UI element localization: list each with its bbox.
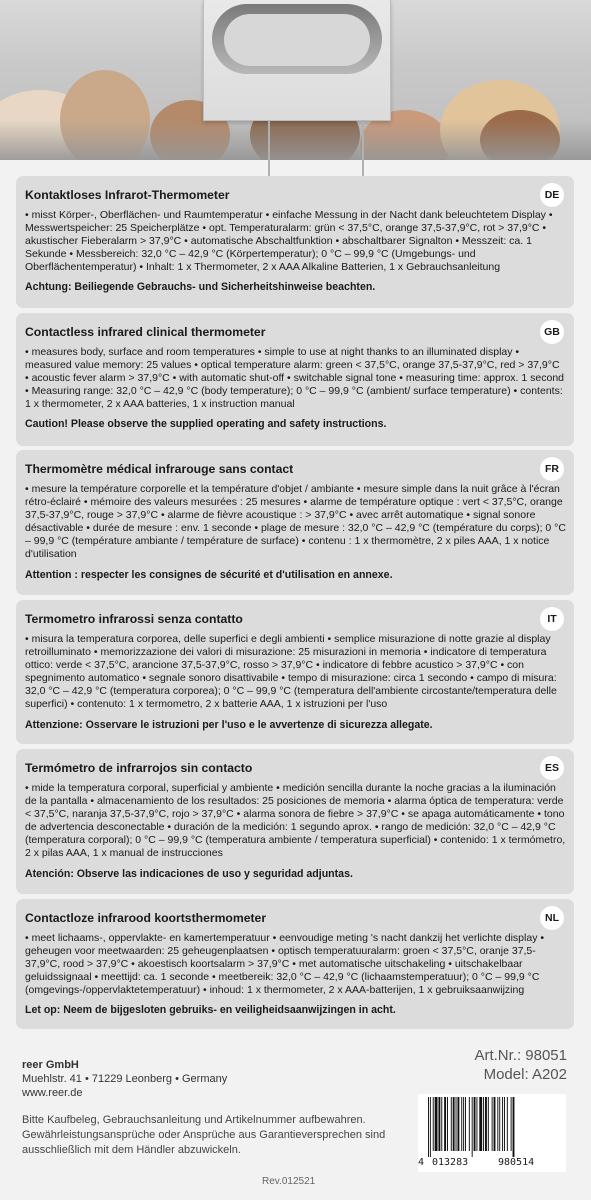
section-title: Kontaktloses Infrarot-Thermometer bbox=[25, 188, 230, 202]
section-title: Thermomètre médical infrarouge sans contact bbox=[25, 462, 294, 476]
barcode-bar bbox=[511, 1097, 512, 1151]
article-number: Art.Nr.: 98051 bbox=[474, 1047, 567, 1064]
section-caution: Atención: Observe las indicaciones de uso y seguridad adjuntas. bbox=[25, 867, 353, 880]
language-badge-gb: GB bbox=[540, 320, 564, 344]
language-badge-it: IT bbox=[540, 607, 564, 631]
section-caution: Attention : respecter les consignes de sécurité et d'utilisation en annexe. bbox=[25, 568, 393, 581]
section-body: • misura la temperatura corporea, delle superfici e degli ambienti • semplice misurazione di notte grazie al display retroilluminato • memorizzazione dei valori di misurazione: 25 misurazioni in memoria • indicatore di temperatura ottico: verde < 37,5°C, arancione 37,5-37,9°C, rosso > 37,9°C • indicatore di febbre acustico > 37,9°C • con spegnimento automatico • segnale sonoro disattivabile • tempo di misurazione: circa 1 secondo • campo di misura: 32,0 °C – 42,9 °C (temperatura corporea); 0 °C – 99,9 °C (temperatura dell'ambiente circostante/temperatura delle superfici) • contenuto: 1 x termometro, 2 x batterie AAA, 1 x istruzioni per l'uso bbox=[25, 633, 557, 711]
barcode-bar bbox=[504, 1097, 505, 1151]
section-body: • meet lichaams-, oppervlakte- en kamertemperatuur • eenvoudige meting 's nacht dankzij het verlichte display • geheugen voor meetwaarden: 25 geheugenplaatsen • optisch temperatuuralarm: groen < 37,5°C, oranje 37,5-37,9°C, rood > 37,9°C • akoestisch koortsalarm > 37,9°C • met automatische uitschakeling • uitschakelbaar geluidssignaal • meettijd: ca. 1 seconde • meetbereik: 32,0 °C – 42,9 °C (lichaamstemperatuur); 0 °C – 99,9 °C (omgevings-/oppervlaktetemperatuur) • inhoud: 1 x thermometer, 2 x AAA-batterijen, 1 x gebruiksaanwijzing bbox=[25, 932, 545, 997]
language-badge-es: ES bbox=[540, 756, 564, 780]
barcode-bars bbox=[426, 1097, 558, 1157]
barcode-bar bbox=[479, 1097, 482, 1151]
section-de bbox=[16, 176, 574, 308]
barcode-bar bbox=[444, 1097, 446, 1151]
barcode-bar bbox=[483, 1097, 484, 1151]
barcode-bar bbox=[469, 1097, 470, 1151]
barcode-bar bbox=[513, 1097, 515, 1157]
section-caution: Achtung: Beiliegende Gebrauchs- und Sicherheitshinweise beachten. bbox=[25, 281, 376, 294]
barcode-bar bbox=[476, 1097, 477, 1151]
barcode-bar bbox=[457, 1097, 459, 1151]
section-body: • mesure la température corporelle et la température d'objet / ambiante • mesure simple dans la nuit grâce à l'écran rétro-éclairé • mémoire des valeurs mesurées : 25 mesures • alarme de température optique : vert < 37,5°C, orange 37,5-37,9°C, rouge > 37,9°C • alarme de fièvre acoustique : > 37,9°C • avec arrêt automatique • signal sonore désactivable • durée de mesure : env. 1 seconde • plage de mesure : 32,0 °C – 42,9 °C (température du corps); 0 °C – 99,9 °C (température ambiante / température de surface) • contenu : 1 x thermomètre, 2 x piles AAA, 1 x notice d'utilisation bbox=[25, 483, 566, 561]
barcode-bar bbox=[465, 1097, 466, 1151]
barcode-digits-left: 013283 bbox=[432, 1157, 469, 1168]
barcode-bar bbox=[435, 1097, 438, 1151]
section-caution: Attenzione: Osservare le istruzioni per l'uso e le avvertenze di sicurezza allegate. bbox=[25, 718, 433, 731]
barcode-digits bbox=[418, 1157, 566, 1171]
barcode-bar bbox=[485, 1097, 487, 1151]
revision-code: Rev.012521 bbox=[262, 1176, 316, 1187]
section-body: • misst Körper-, Oberflächen- und Raumtemperatur • einfache Messung in der Nacht dank beleuchtetem Display • Messwertspeicher: 25 Speicherplätze • opt. Temperaturalarm: grün < 37,5°C, orange 37,5-37,9°C, rot > 37,9°C • akustischer Fieberalarm > 37,9°C • automatische Abschaltfunktion • abschaltbarer Signalton • Messzeit: ca. 1 Sekunde • Messbereich: 32,0 °C – 42,9 °C (Körpertemperatur); 0 °C – 99,9 °C (Umgebungs- und Oberflächentemperatur) • Inhalt: 1 x Thermometer, 2 x AAA Alkaline Batterien, 1 x Gebrauchsanleitung bbox=[25, 209, 553, 274]
model-number: Model: A202 bbox=[483, 1066, 567, 1083]
barcode-digit-first: 4 bbox=[418, 1157, 425, 1168]
section-it bbox=[16, 600, 574, 744]
section-es bbox=[16, 749, 574, 894]
barcode-bar bbox=[451, 1097, 452, 1151]
barcode-digits-right: 980514 bbox=[498, 1157, 535, 1168]
section-fr bbox=[16, 450, 574, 595]
section-title: Termómetro de infrarrojos sin contacto bbox=[25, 761, 253, 775]
company-address-block bbox=[22, 1058, 227, 1100]
barcode-bar bbox=[502, 1097, 503, 1151]
section-title: Contactloze infrarood koortsthermometer bbox=[25, 911, 267, 925]
barcode-bar bbox=[430, 1097, 431, 1157]
photo-shade bbox=[0, 120, 591, 160]
barcode-bar bbox=[463, 1097, 464, 1151]
company-address: Muehlstr. 41 • 71229 Leonberg • Germany bbox=[22, 1073, 228, 1085]
section-body: • measures body, surface and room temperatures • simple to use at night thanks to an illuminated display • measured value memory: 25 values • optical temperature alarm: green < 37,5°C, orange 37,5-37,9°C, red > 37,9°C • acoustic fever alarm > 37,9°C • with automatic shut-off • switchable signal tone • measuring time: approx. 1 second • Measuring range: 32,0 °C – 42,9 °C (body temperature); 0 °C – 99,9 °C (ambient/ surface temperature) • contents: 1 x thermometer, 2 x AAA batteries, 1 x instruction manual bbox=[25, 346, 565, 411]
barcode-bar bbox=[499, 1097, 500, 1151]
barcode-bar bbox=[494, 1097, 496, 1151]
barcode-bar bbox=[441, 1097, 442, 1151]
company-name: reer GmbH bbox=[22, 1059, 79, 1071]
barcode-bar bbox=[497, 1097, 498, 1151]
section-caution: Caution! Please observe the supplied operating and safety instructions. bbox=[25, 418, 387, 431]
language-badge-de: DE bbox=[540, 183, 564, 207]
barcode-bar bbox=[488, 1097, 489, 1151]
section-title: Termometro infrarossi senza contatto bbox=[25, 612, 243, 626]
product-identifiers bbox=[474, 1046, 567, 1084]
section-title: Contactless infrared clinical thermometer bbox=[25, 325, 266, 339]
section-body: • mide la temperatura corporal, superficial y ambiente • medición sencilla durante la noche gracias a la iluminación de la pantalla • almacenamiento de los resultados: 25 posiciones de memoria • alarma óptica de temperatura: verde < 37,5°C, naranja 37,5-37,9°C, rojo > 37,9°C • alarma sonora de fiebre > 37,9°C • se apaga automáticamente • tono de advertencia desconectable • duración de la medición: 1 segundo aprox. • rango de medición: 32,0 °C – 42,9 °C (temperatura corporal); 0 °C – 99,9 °C (temperatura ambiente / temperatura superficial) • contenido: 1 x termómetro, 2 x pilas AAA, 1 x manual de instrucciones bbox=[25, 782, 566, 860]
warranty-notice: Bitte Kaufbeleg, Gebrauchsanleitung und Artikelnummer aufbewahren. Gewährleistungsansprüche oder Ansprüche aus Garantieversprechen sind ausschließlich mit dem Händler abzuwickeln. bbox=[22, 1114, 386, 1156]
barcode-bar bbox=[474, 1097, 476, 1151]
language-badge-fr: FR bbox=[540, 457, 564, 481]
ean-barcode bbox=[418, 1094, 566, 1172]
section-nl bbox=[16, 899, 574, 1029]
language-badge-nl: NL bbox=[540, 906, 564, 930]
barcode-bar bbox=[472, 1097, 473, 1157]
hang-tab bbox=[203, 0, 391, 121]
barcode-bar bbox=[433, 1097, 434, 1151]
barcode-bar bbox=[492, 1097, 493, 1151]
barcode-bar bbox=[507, 1097, 508, 1151]
barcode-bar bbox=[461, 1097, 462, 1151]
barcode-bar bbox=[428, 1097, 429, 1157]
barcode-bar bbox=[453, 1097, 455, 1151]
section-caution: Let op: Neem de bijgesloten gebruiks- en veiligheidsaanwijzingen in acht. bbox=[25, 1004, 396, 1017]
barcode-bar bbox=[438, 1097, 440, 1151]
barcode-bar bbox=[456, 1097, 457, 1151]
company-website: www.reer.de bbox=[22, 1087, 83, 1099]
barcode-bar bbox=[447, 1097, 448, 1151]
section-gb bbox=[16, 313, 574, 446]
hang-hole bbox=[212, 4, 382, 74]
